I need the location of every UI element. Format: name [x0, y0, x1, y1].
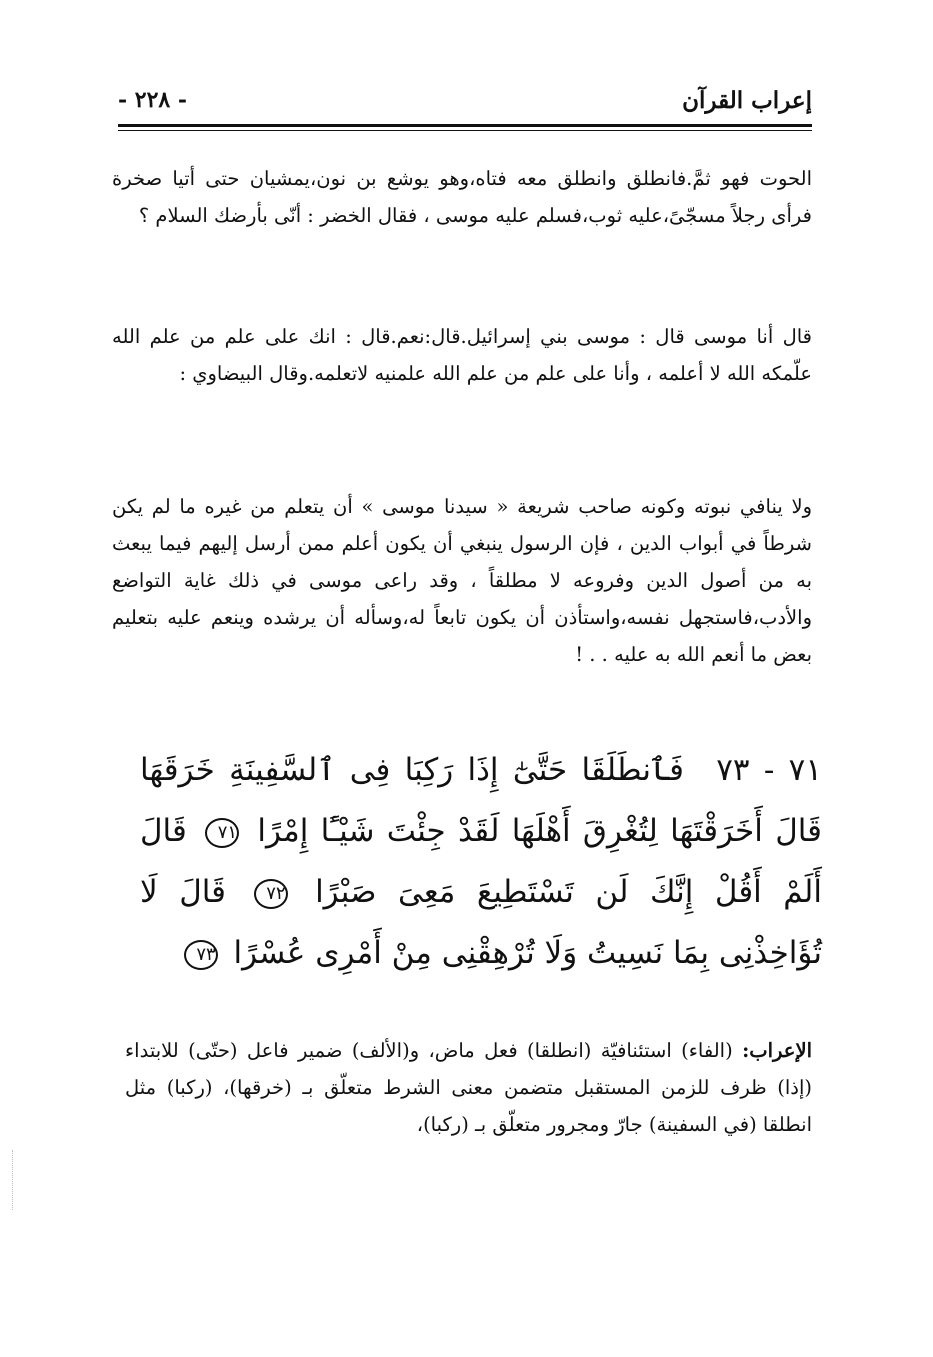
quran-verse-block [140, 740, 822, 984]
verse-text-71: فَٱنطَلَقَا حَتَّىٰٓ إِذَا رَكِبَا فِى ٱلسَّفِينَةِ خَرَقَهَا قَالَ أَخَرَقْتَهَا لِتُغْرِقَ أَهْلَهَا لَقَدْ جِئْتَ شَيْـًٔا إِمْرًا [140, 752, 822, 849]
paragraph-1: الحوت فهو ثمَّ.فانطلق وانطلق معه فتاه،وهو يوشع بن نون،يمشيان حتى أتيا صخرة فرأى رجلاً مسجّىً،عليه ثوب،فسلم عليه موسى ، فقال الخضر : أنّى بأرضك السلام ؟ [112, 167, 812, 227]
irab-text: (الفاء) استئنافيّة (انطلقا) فعل ماض، و(الألف) ضمير فاعل (حتّى) للابتداء (إذا) ظرف للزمن المستقبل متضمن معنى الشرط متعلّق بـ (خرقها)، (ركبا) مثل انطلقا (في السفينة) جارّ ومجرور متعلّق بـ (ركبا)، [125, 1039, 812, 1136]
header-rule [118, 124, 812, 127]
paragraph-2: قال أنا موسى قال : موسى بني إسرائيل.قال:نعم.قال : انك على علم من علم الله علّمكه الله لا أعلمه ، وأنا على علم من علم الله علمنيه لاتعلمه.وقال البيضاوي : [112, 325, 812, 385]
irab-paragraph [125, 1032, 812, 1143]
ayah-end-marker-71: ٧١ [205, 818, 239, 848]
running-title: إعراب القرآن [682, 86, 812, 114]
verse-text-73: قَالَ لَا تُؤَاخِذْنِى بِمَا نَسِيتُ وَلَا تُرْهِقْنِى مِنْ أَمْرِى عُسْرًا [140, 874, 822, 971]
ayah-end-marker-72: ٧٢ [254, 879, 288, 909]
paragraph-3: ولا ينافي نبوته وكونه صاحب شريعة « سيدنا موسى » أن يتعلم من غيره ما لم يكن شرطاً في أبواب الدين ، فإن الرسول ينبغي أن يكون أعلم ممن أرسل إليهم فيما يبعث به من أصول الدين وفروعه لا مطلقاً ، وقد راعى موسى في ذلك غاية التواضع والأدب،فاستجهل نفسه،واستأذن أن يكون تابعاً له،وسأله أن يرشده وينعم عليه بتعليم بعض ما أنعم الله به عليه . . ! [112, 495, 812, 666]
ayah-end-marker-73: ٧٣ [184, 940, 218, 970]
page-header [118, 78, 812, 122]
scan-margin-artifact [12, 1150, 15, 1210]
verse-text-72: قَالَ أَلَمْ أَقُلْ إِنَّكَ لَن تَسْتَطِيعَ مَعِىَ صَبْرًا [140, 813, 822, 910]
header-rule-thin [118, 130, 812, 131]
page-number: - ٢٢٨ - [118, 87, 188, 113]
irab-label: الإعراب: [742, 1039, 812, 1062]
verse-range: ٧١ - ٧٣ [716, 752, 822, 788]
